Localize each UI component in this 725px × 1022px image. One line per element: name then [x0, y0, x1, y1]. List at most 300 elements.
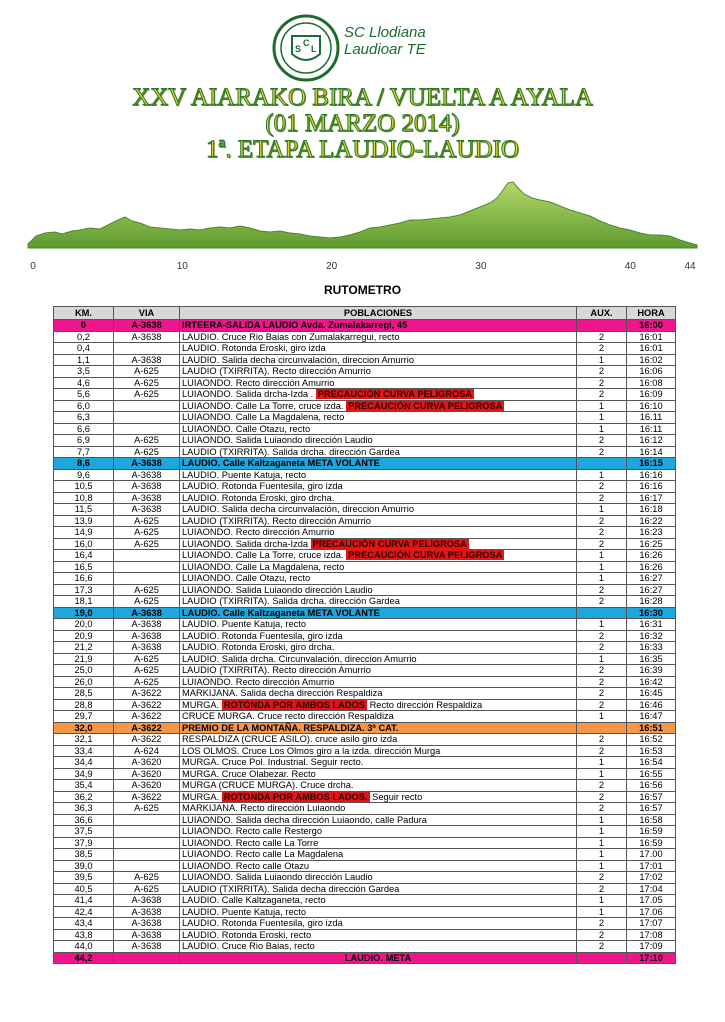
cell-aux — [577, 607, 627, 619]
location-text: LAUDIO. Salida decha circunvalación, direccion Amurrio — [182, 354, 415, 365]
cell-pob — [180, 826, 577, 838]
cell-km: 21,2 — [54, 642, 114, 654]
cell-hora: 17:02 — [627, 872, 676, 884]
table-row — [54, 780, 676, 792]
cell-aux: 1 — [577, 814, 627, 826]
cell-pob — [180, 791, 577, 803]
cell-hora: 16:35 — [627, 653, 676, 665]
table-row — [54, 745, 676, 757]
location-text: LAUDIO. Salida drcha. Circunvalación, direccion Amurrio — [182, 653, 417, 664]
cell-hora: 16:16 — [627, 481, 676, 493]
cell-aux: 1 — [577, 826, 627, 838]
cell-pob — [180, 538, 577, 550]
table-row — [54, 722, 676, 734]
cell-aux: 2 — [577, 872, 627, 884]
cell-via: A-3638 — [114, 469, 180, 481]
table-row — [54, 814, 676, 826]
profile-area — [28, 182, 697, 248]
cell-aux: 1 — [577, 895, 627, 907]
cell-km: 44,0 — [54, 941, 114, 953]
warning-label: PRECAUCIÓN CURVA PELIGROSA — [348, 550, 503, 561]
cell-km: 28,8 — [54, 699, 114, 711]
cell-aux: 2 — [577, 377, 627, 389]
table-row — [54, 331, 676, 343]
table-row — [54, 757, 676, 769]
cell-via: A-3638 — [114, 918, 180, 930]
warning-label: ROTONDA POR AMBOS LADOS. — [223, 791, 368, 802]
cell-pob — [180, 320, 577, 332]
cell-km: 33,4 — [54, 745, 114, 757]
header-aux: AUX. — [577, 307, 627, 320]
location-text: MARKIJANA. Salida decha dirección Respaldiza — [182, 688, 383, 699]
cell-via: A-3622 — [114, 688, 180, 700]
cell-via — [114, 952, 180, 964]
cell-km: 32,0 — [54, 722, 114, 734]
location-text: LAUDIO. Calle Kaltzaganeta META VOLANTE — [182, 607, 380, 618]
cell-hora: 16:26 — [627, 561, 676, 573]
cell-km: 10,8 — [54, 492, 114, 504]
header-via: VIA — [114, 307, 180, 320]
cell-hora: 16:15 — [627, 458, 676, 470]
cell-pob — [180, 860, 577, 872]
cell-hora: 16:11 — [627, 423, 676, 435]
cell-pob — [180, 446, 577, 458]
cell-via — [114, 860, 180, 872]
cell-hora: 16:22 — [627, 515, 676, 527]
table-row — [54, 768, 676, 780]
cell-aux: 2 — [577, 883, 627, 895]
cell-pob — [180, 906, 577, 918]
cell-aux — [577, 722, 627, 734]
cell-hora: 16:28 — [627, 596, 676, 608]
cell-via: A-3638 — [114, 619, 180, 631]
cell-via: A-625 — [114, 515, 180, 527]
cell-hora: 16:45 — [627, 688, 676, 700]
cell-via: A-625 — [114, 389, 180, 401]
location-text: LAUDIO. Salida decha circunvalación, direccion Amurrio — [182, 504, 415, 515]
cell-aux: 1 — [577, 768, 627, 780]
location-text-after: Seguir recto — [372, 791, 423, 802]
cell-km: 36,2 — [54, 791, 114, 803]
location-text: LAUDIO. Rotonda Eroski, giro izda — [182, 343, 326, 354]
cell-aux: 2 — [577, 745, 627, 757]
cell-aux: 2 — [577, 688, 627, 700]
cell-aux: 1 — [577, 849, 627, 861]
cell-hora: 16:25 — [627, 538, 676, 550]
table-row — [54, 377, 676, 389]
cell-pob — [180, 676, 577, 688]
cell-via: A-3638 — [114, 929, 180, 941]
cell-aux: 2 — [577, 803, 627, 815]
cell-km: 20,0 — [54, 619, 114, 631]
location-text: MURGA. Cruce Olabezar. Recto — [182, 768, 316, 779]
location-text: LAUDIO. META — [344, 952, 412, 963]
cell-via: A-625 — [114, 653, 180, 665]
cell-pob — [180, 389, 577, 401]
cell-via: A-3622 — [114, 791, 180, 803]
cell-via — [114, 837, 180, 849]
location-text: LUIAONDO. Calle La Torre, cruce izda. — [182, 550, 344, 561]
cell-via: A-625 — [114, 872, 180, 884]
location-text: LUIAONDO. Recto calle Otazu — [182, 860, 310, 871]
cell-aux: 2 — [577, 665, 627, 677]
location-text: LAUDIO. Rotonda Eroski, giro drcha. — [182, 492, 335, 503]
cell-aux: 2 — [577, 699, 627, 711]
cell-aux: 1 — [577, 653, 627, 665]
cell-aux: 2 — [577, 941, 627, 953]
cell-aux: 2 — [577, 596, 627, 608]
elevation-profile — [0, 170, 725, 280]
cell-pob — [180, 952, 577, 964]
location-text: LAUDIO (TXIRRITA). Salida decha dirección Gardea — [182, 883, 400, 894]
cell-via — [114, 550, 180, 562]
profile-x-axis — [30, 261, 696, 272]
cell-pob — [180, 941, 577, 953]
location-text: MURGA (CRUCE MURGA). Cruce drcha. — [182, 780, 354, 791]
cell-hora: 16:09 — [627, 389, 676, 401]
cell-pob — [180, 504, 577, 516]
cell-pob — [180, 883, 577, 895]
cell-aux: 1 — [577, 573, 627, 585]
header-poblaciones: POBLACIONES — [180, 307, 577, 320]
cell-hora: 16:06 — [627, 366, 676, 378]
cell-pob — [180, 745, 577, 757]
cell-hora: 16:18 — [627, 504, 676, 516]
cell-aux: 1 — [577, 906, 627, 918]
cell-hora: 16:17 — [627, 492, 676, 504]
cell-pob — [180, 527, 577, 539]
header-hora: HORA — [627, 307, 676, 320]
cell-hora: 16:39 — [627, 665, 676, 677]
cell-hora: 16:59 — [627, 826, 676, 838]
table-row — [54, 400, 676, 412]
cell-via: A-3620 — [114, 757, 180, 769]
cell-pob — [180, 412, 577, 424]
location-text: IRTEERA-SALIDA LAUDIO Avda. Zumalakarregi, 45 — [182, 320, 408, 331]
table-row — [54, 412, 676, 424]
cell-pob — [180, 653, 577, 665]
cell-via — [114, 814, 180, 826]
cell-via — [114, 561, 180, 573]
cell-via: A-3638 — [114, 492, 180, 504]
cell-via: A-3638 — [114, 331, 180, 343]
cell-km: 0,2 — [54, 331, 114, 343]
cell-hora: 16:57 — [627, 803, 676, 815]
cell-hora: 16:27 — [627, 573, 676, 585]
cell-aux: 2 — [577, 343, 627, 355]
location-text: LUIAONDO. Salida Luiaondo dirección Laudio — [182, 584, 373, 595]
cell-via: A-625 — [114, 527, 180, 539]
cell-aux: 1 — [577, 412, 627, 424]
svg-text:C: C — [303, 38, 310, 48]
location-text: LAUDIO. Cruce Rio Baias, recto — [182, 941, 315, 952]
cell-via: A-3638 — [114, 895, 180, 907]
cell-km: 18,1 — [54, 596, 114, 608]
location-text: MURGA. — [182, 791, 220, 802]
cell-pob — [180, 803, 577, 815]
x-tick-label: 0 — [30, 261, 36, 272]
cell-via: A-3638 — [114, 504, 180, 516]
cell-aux: 2 — [577, 492, 627, 504]
cell-km: 4,6 — [54, 377, 114, 389]
cell-via: A-3638 — [114, 630, 180, 642]
location-text: LOS OLMOS. Cruce Los Olmos giro a la izda. dirección Murga — [182, 745, 441, 756]
table-row — [54, 596, 676, 608]
cell-km: 10,5 — [54, 481, 114, 493]
table-row — [54, 918, 676, 930]
cell-pob — [180, 550, 577, 562]
cell-km: 21,9 — [54, 653, 114, 665]
location-text: LAUDIO (TXIRRITA). Recto dirección Amurrio — [182, 366, 371, 377]
location-text: RESPALDIZA (CRUCE ASILO). cruce asilo giro izda — [182, 734, 398, 745]
cell-via — [114, 849, 180, 861]
cell-via: A-625 — [114, 538, 180, 550]
cell-km: 34,4 — [54, 757, 114, 769]
cell-km: 32,1 — [54, 734, 114, 746]
cell-via: A-624 — [114, 745, 180, 757]
cell-aux: 1 — [577, 504, 627, 516]
location-text: LAUDIO. Rotonda Eroski, recto — [182, 929, 312, 940]
location-text: LUIAONDO. Calle La Magdalena, recto — [182, 561, 345, 572]
cell-pob — [180, 423, 577, 435]
cell-aux: 1 — [577, 423, 627, 435]
cell-hora: 16:01 — [627, 331, 676, 343]
club-logo — [272, 14, 340, 82]
location-text: LAUDIO (TXIRRITA). Salida drcha. dirección Gardea — [182, 446, 400, 457]
cell-km: 17,3 — [54, 584, 114, 596]
cell-hora: 17:07 — [627, 918, 676, 930]
cell-km: 8,6 — [54, 458, 114, 470]
club-name-line1: SC Llodiana — [344, 24, 426, 41]
cell-via: A-625 — [114, 366, 180, 378]
table-row — [54, 952, 676, 964]
location-text: LAUDIO. Rotonda Eroski, giro drcha. — [182, 642, 335, 653]
location-text-after: Recto dirección Respaldiza — [369, 699, 483, 710]
location-text: LUIAONDO. Salida drcha-Izda — [182, 538, 309, 549]
cell-km: 3,5 — [54, 366, 114, 378]
cell-pob — [180, 596, 577, 608]
cell-km: 9,6 — [54, 469, 114, 481]
title-line1: XXV AIARAKO BIRA / VUELTA A AYALA — [132, 84, 593, 111]
cell-pob — [180, 458, 577, 470]
warning-label: ROTONDA POR AMBOS LADOS — [223, 699, 365, 710]
cell-hora: 16:53 — [627, 745, 676, 757]
warning-label: PRECAUCIÓN CURVA PELIGROSA — [312, 538, 467, 549]
cell-hora: 16:57 — [627, 791, 676, 803]
cell-aux: 2 — [577, 515, 627, 527]
cell-aux: 1 — [577, 400, 627, 412]
cell-aux: 2 — [577, 642, 627, 654]
cell-aux: 2 — [577, 366, 627, 378]
cell-km: 38,5 — [54, 849, 114, 861]
cell-hora: 16:56 — [627, 780, 676, 792]
cell-pob — [180, 377, 577, 389]
cell-aux — [577, 458, 627, 470]
location-text: LUIAONDO. Recto calle La Torre — [182, 837, 319, 848]
cell-pob — [180, 366, 577, 378]
cell-pob — [180, 918, 577, 930]
cell-aux: 2 — [577, 389, 627, 401]
location-text: LAUDIO (TXIRRITA). Recto dirección Amurrio — [182, 515, 371, 526]
cell-pob — [180, 849, 577, 861]
warning-label: PRECAUCIÓN CURVA PELIGROSA — [317, 389, 473, 400]
cell-km: 16,0 — [54, 538, 114, 550]
cell-hora: 17.05 — [627, 895, 676, 907]
table-row — [54, 895, 676, 907]
location-text: LUIAONDO. Salida Luiaondo dirección Laudio — [182, 872, 373, 883]
location-text: LAUDIO (TXIRRITA). Salida drcha. dirección Gardea — [182, 596, 400, 607]
table-row — [54, 676, 676, 688]
table-row — [54, 550, 676, 562]
cell-pob — [180, 619, 577, 631]
location-text: LAUDIO. Puente Katuja, recto — [182, 906, 307, 917]
cell-aux: 1 — [577, 469, 627, 481]
cell-pob — [180, 561, 577, 573]
cell-pob — [180, 872, 577, 884]
table-row — [54, 849, 676, 861]
cell-via: A-625 — [114, 584, 180, 596]
svg-text:L: L — [311, 44, 317, 54]
cell-aux: 2 — [577, 918, 627, 930]
location-text: LAUDIO. Cruce Rio Baias con Zumalakarregui, recto — [182, 331, 400, 342]
cell-km: 26,0 — [54, 676, 114, 688]
location-text: MURGA. — [182, 699, 220, 710]
cell-pob — [180, 895, 577, 907]
cell-pob — [180, 343, 577, 355]
cell-aux — [577, 952, 627, 964]
cell-hora: 16:47 — [627, 711, 676, 723]
cell-aux: 1 — [577, 561, 627, 573]
cell-km: 7,7 — [54, 446, 114, 458]
location-text: PREMIO DE LA MONTAÑA. RESPALDIZA. 3ª CAT. — [182, 722, 399, 733]
table-row — [54, 446, 676, 458]
cell-hora: 16:30 — [627, 607, 676, 619]
location-text: LUIAONDO. Salida drcha-Izda . — [182, 389, 314, 400]
location-text: LAUDIO (TXIRRITA). Recto dirección Amurrio — [182, 665, 371, 676]
table-row — [54, 688, 676, 700]
cell-via: A-625 — [114, 377, 180, 389]
cell-aux: 1 — [577, 860, 627, 872]
cell-via: A-3638 — [114, 906, 180, 918]
location-text: LAUDIO. Rotonda Fuentesila, giro izda — [182, 918, 343, 929]
table-row — [54, 458, 676, 470]
cell-pob — [180, 699, 577, 711]
cell-km: 34,9 — [54, 768, 114, 780]
location-text: LUIAONDO. Calle Otazu, recto — [182, 573, 311, 584]
cell-via: A-3638 — [114, 354, 180, 366]
location-text: LAUDIO. Calle Kaltzaganeta, recto — [182, 895, 326, 906]
cell-via: A-3622 — [114, 699, 180, 711]
cell-via: A-3622 — [114, 711, 180, 723]
cell-aux: 2 — [577, 435, 627, 447]
cell-hora: 16:14 — [627, 446, 676, 458]
cell-pob — [180, 688, 577, 700]
table-row — [54, 826, 676, 838]
table-row — [54, 906, 676, 918]
cell-hora: 16:58 — [627, 814, 676, 826]
cell-km: 28,5 — [54, 688, 114, 700]
table-row — [54, 423, 676, 435]
cell-hora: 16.11 — [627, 412, 676, 424]
cell-aux: 2 — [577, 780, 627, 792]
cell-pob — [180, 814, 577, 826]
cell-pob — [180, 768, 577, 780]
cell-km: 16,5 — [54, 561, 114, 573]
x-tick-label: 44 — [684, 261, 696, 272]
cell-aux: 1 — [577, 837, 627, 849]
cell-hora: 16:59 — [627, 837, 676, 849]
cell-pob — [180, 929, 577, 941]
cell-km: 36,6 — [54, 814, 114, 826]
cell-pob — [180, 354, 577, 366]
cell-aux: 2 — [577, 630, 627, 642]
cell-km: 41,4 — [54, 895, 114, 907]
cell-km: 35,4 — [54, 780, 114, 792]
cell-via: A-625 — [114, 596, 180, 608]
cell-via: A-3620 — [114, 780, 180, 792]
cell-aux: 2 — [577, 929, 627, 941]
cell-hora: 16:42 — [627, 676, 676, 688]
cell-via — [114, 826, 180, 838]
location-text: LUIAONDO. Recto dirección Amurrio — [182, 676, 335, 687]
cell-km: 20,9 — [54, 630, 114, 642]
location-text: MURGA. Cruce Pol. Industrial. Seguir recto. — [182, 757, 364, 768]
cell-km: 0 — [54, 320, 114, 332]
cell-hora: 16:00 — [627, 320, 676, 332]
cell-aux: 2 — [577, 584, 627, 596]
cell-aux: 2 — [577, 331, 627, 343]
location-text: LUIAONDO. Calle La Magdalena, recto — [182, 412, 345, 423]
table-row — [54, 711, 676, 723]
table-row — [54, 929, 676, 941]
cell-pob — [180, 435, 577, 447]
cell-km: 1,1 — [54, 354, 114, 366]
table-row — [54, 435, 676, 447]
cell-aux: 2 — [577, 676, 627, 688]
cell-km: 6,9 — [54, 435, 114, 447]
table-row — [54, 803, 676, 815]
table-row — [54, 343, 676, 355]
cell-via: A-3638 — [114, 607, 180, 619]
cell-via: A-3620 — [114, 768, 180, 780]
cell-hora: 16:46 — [627, 699, 676, 711]
location-text: LAUDIO. Calle Kaltzaganeta META VOLANTE — [182, 458, 380, 469]
cell-hora: 17:01 — [627, 860, 676, 872]
cell-via: A-3638 — [114, 941, 180, 953]
title-line2: (01 MARZO 2014) — [265, 110, 460, 137]
cell-hora: 16:52 — [627, 734, 676, 746]
cell-pob — [180, 780, 577, 792]
cell-hora: 17:10 — [627, 952, 676, 964]
cell-via: A-625 — [114, 435, 180, 447]
table-row — [54, 872, 676, 884]
cell-pob — [180, 400, 577, 412]
cell-via: A-625 — [114, 883, 180, 895]
cell-aux: 1 — [577, 619, 627, 631]
location-text: LUIAONDO. Recto calle La Magdalena — [182, 849, 344, 860]
cell-hora: 16:33 — [627, 642, 676, 654]
table-row — [54, 481, 676, 493]
cell-via: A-625 — [114, 803, 180, 815]
table-row — [54, 653, 676, 665]
cell-km: 40,5 — [54, 883, 114, 895]
table-row — [54, 515, 676, 527]
cell-pob — [180, 573, 577, 585]
cell-aux: 1 — [577, 711, 627, 723]
table-row — [54, 699, 676, 711]
cell-via: A-3638 — [114, 642, 180, 654]
cell-hora: 16:02 — [627, 354, 676, 366]
